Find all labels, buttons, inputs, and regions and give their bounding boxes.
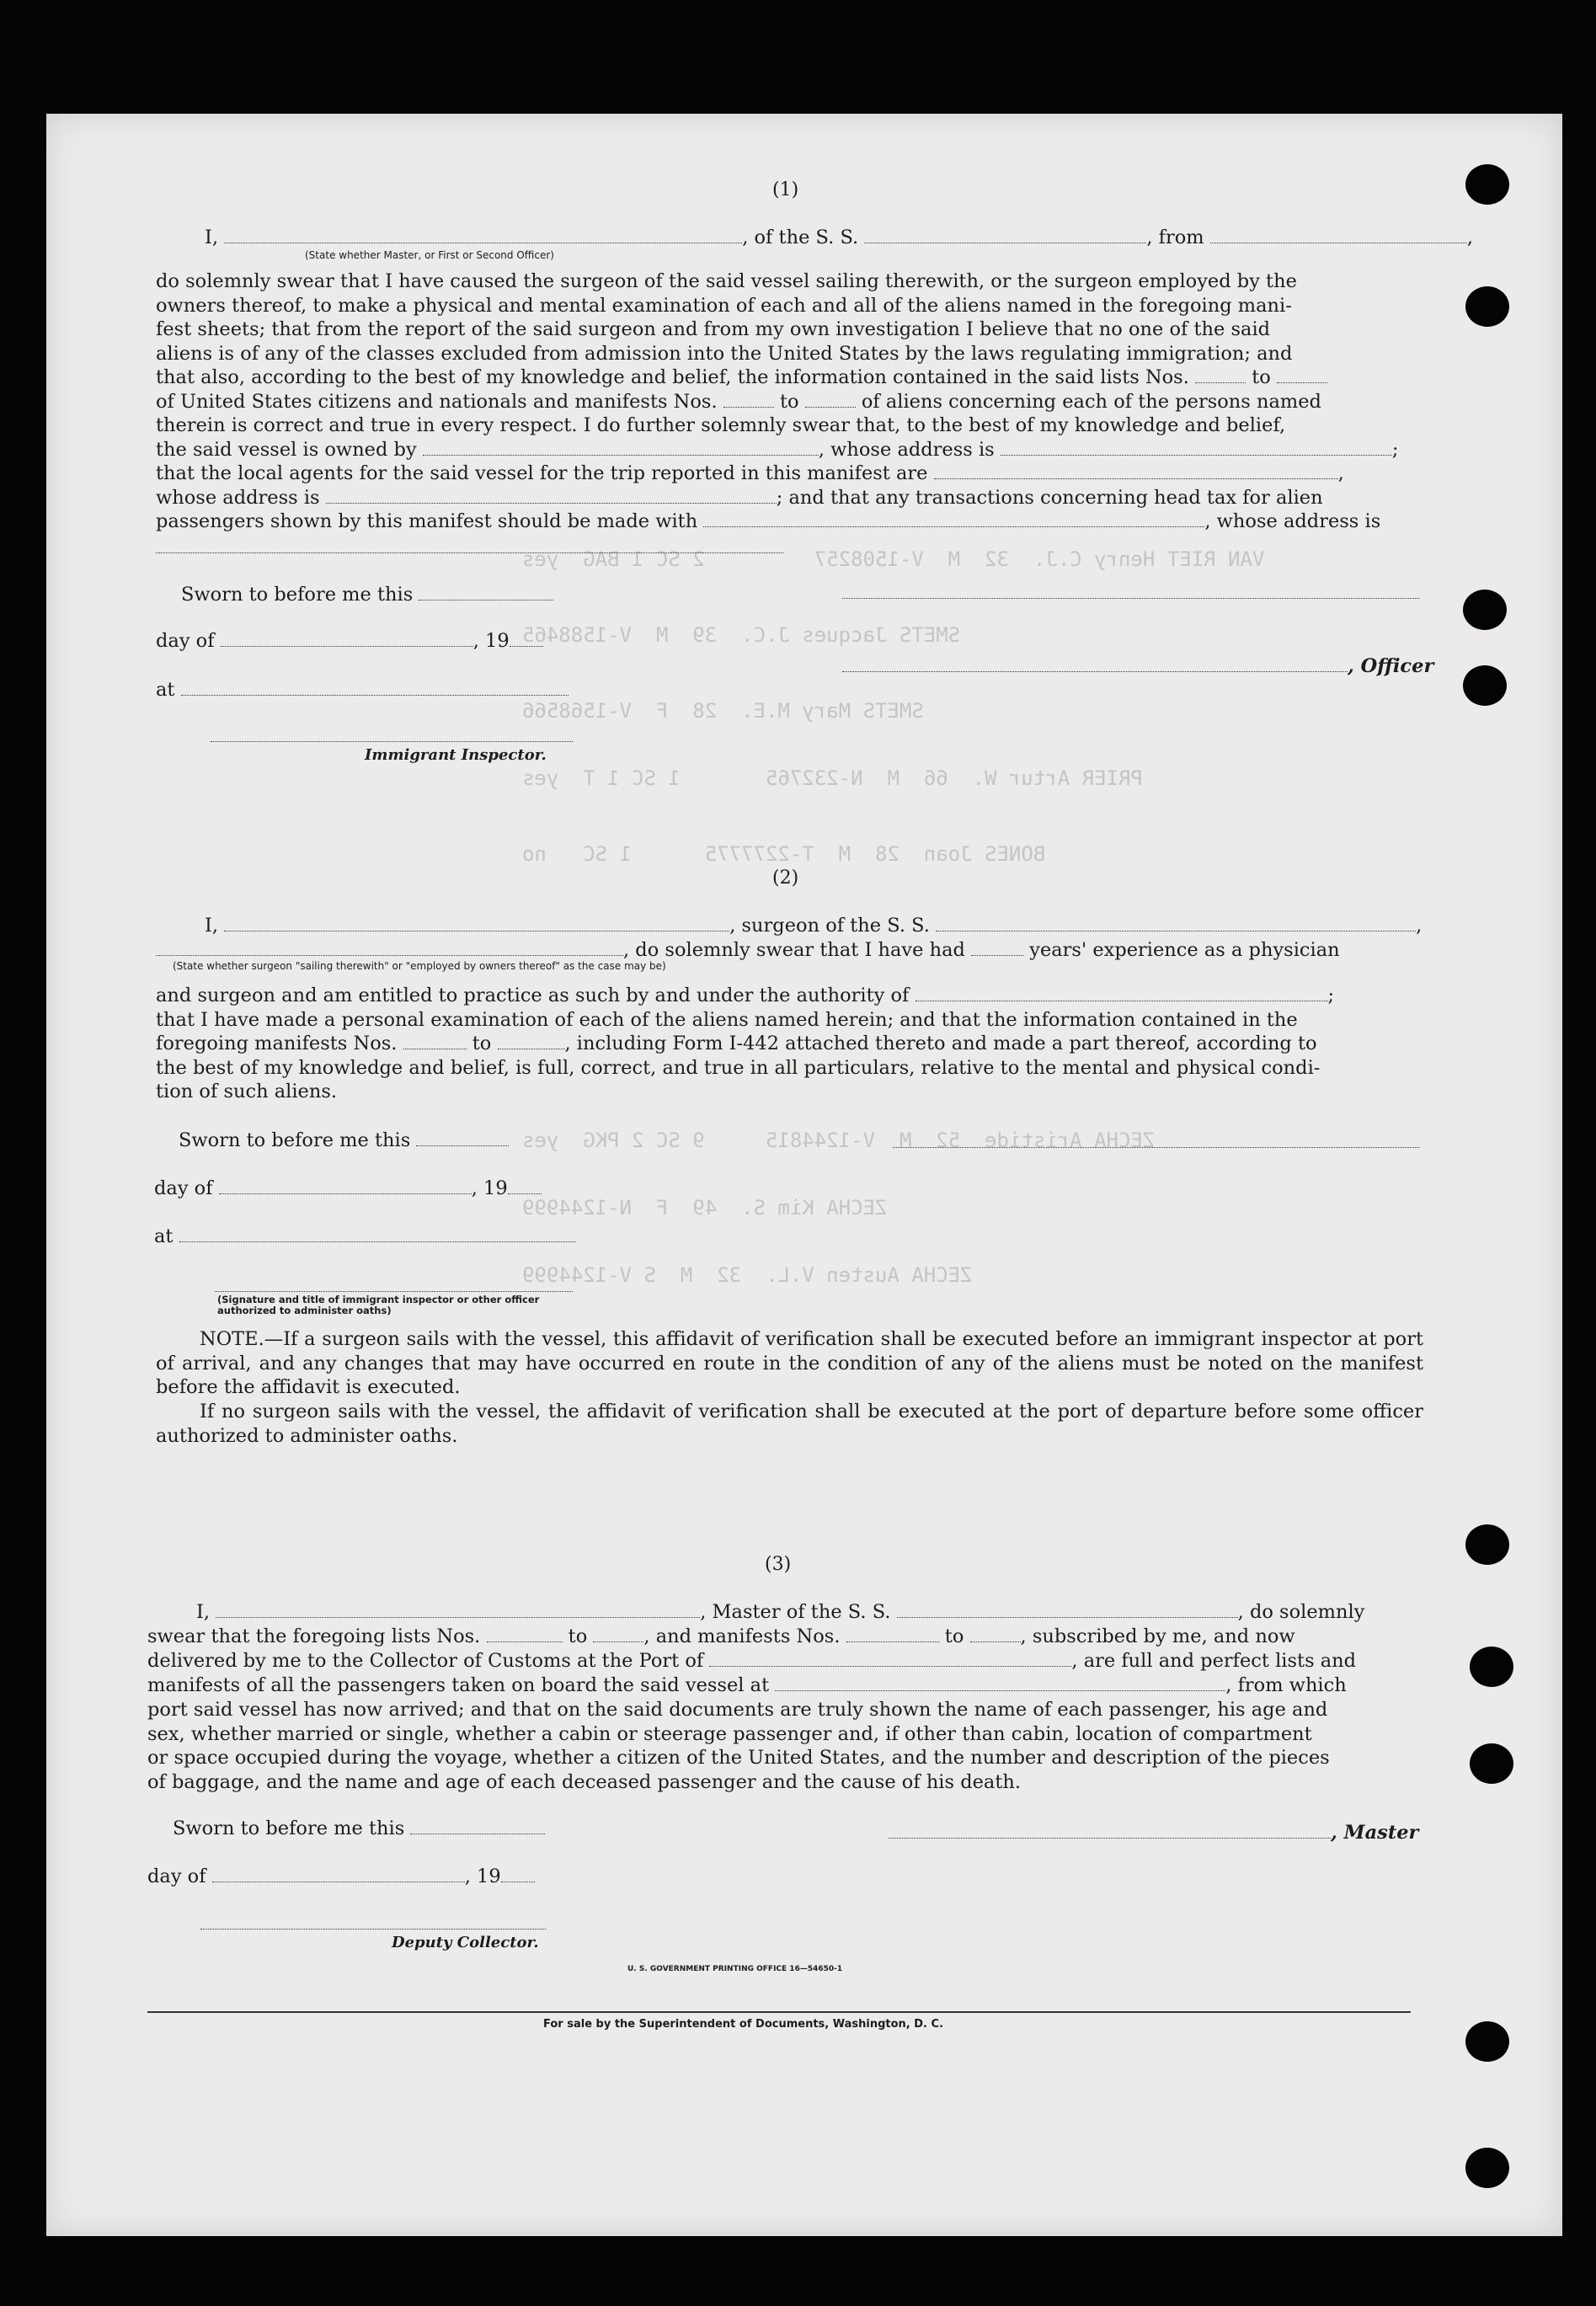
body-line [156, 390, 1423, 414]
body-line: the best of my knowledge and belief, is full, correct, and true in all particulars, relative to the mental and physical condi- [156, 1056, 1321, 1079]
section-3-sworn [173, 1817, 545, 1841]
sale-notice: For sale by the Superintendent of Documents, Washington, D. C. [543, 2018, 944, 2031]
body-line [156, 366, 1423, 390]
blank-field[interactable] [508, 1178, 542, 1194]
text: foregoing manifests Nos. [156, 1033, 398, 1054]
blank-field[interactable] [723, 392, 774, 408]
text: , whose address is [818, 438, 995, 461]
blank-field[interactable] [416, 1130, 509, 1146]
body-line: tion of such aliens. [156, 1081, 338, 1102]
section-1-sworn [181, 583, 553, 607]
blank-field[interactable] [971, 940, 1023, 956]
body-line: do solemnly swear that I have caused the surgeon of the said vessel sailing therewith, or the surgeon employed by the [156, 270, 1297, 292]
blank-field[interactable] [181, 680, 568, 696]
text: to [779, 390, 799, 413]
text: ; and that any transactions concerning head tax for alien [776, 486, 1323, 509]
text: , 19 [464, 1866, 501, 1887]
section-2-caption: (State whether surgeon "sailing therewith" or "employed by owners thereof" as the case may be) [173, 960, 666, 972]
text: I, [205, 227, 219, 248]
blank-field[interactable] [1210, 227, 1467, 243]
text: whose address is [156, 486, 320, 509]
section-3-line-2 [147, 1625, 1295, 1649]
body-line: fest sheets; that from the report of the said surgeon and from my own investigation I believe that no one of the said [156, 318, 1271, 340]
immigrant-inspector-label: Immigrant Inspector. [365, 746, 547, 764]
text: —If a surgeon sails with the vessel, this affidavit of verification shall be executed before an immigrant inspector at port of arrival, and any changes that may have occurred en route in the condition of any of the aliens must be noted on the manifest before the affidavit is executed. [156, 1328, 1423, 1398]
section-2-number: (2) [772, 867, 799, 889]
section-1-body [156, 270, 1423, 534]
bleed-through-text: ZECHA Austen V.L. 32 M S V-1244999 [522, 1263, 973, 1287]
section-1-officer [842, 654, 1433, 679]
text: day of [154, 1177, 213, 1199]
signature-line[interactable] [842, 656, 1348, 672]
bleed-through-text: PRIER Artur W. 66 M N-232765 1 SC 1 T yes [522, 766, 1143, 790]
section-1-number: (1) [772, 179, 799, 200]
punch-hole [1465, 2148, 1509, 2188]
body-line: that the local agents for the said vessel for the trip reported in this manifest are , [156, 462, 1344, 484]
text: , are full and perfect lists and [1071, 1650, 1357, 1672]
text: If no surgeon sails with the vessel, the affidavit of verification shall be executed at the port of departure before some officer authorized to administer oaths. [156, 1401, 1423, 1447]
text: , from [1146, 227, 1204, 248]
blank-field[interactable] [501, 1866, 535, 1882]
punch-hole [1465, 2021, 1509, 2062]
body-line [156, 510, 1423, 534]
bleed-through-text: SMETS Jacques J.C. 39 M V-1588465 [522, 623, 961, 647]
body-line: sex, whether married or single, whether a cabin or steerage passenger and, if other than cabin, location of compartment [147, 1722, 1312, 1745]
blank-field[interactable] [805, 392, 856, 408]
signature-line[interactable] [889, 1823, 1331, 1839]
text: , [1466, 227, 1473, 248]
body-line: aliens is of any of the classes excluded from admission into the United States by the laws regulating immigration; and [156, 342, 1293, 365]
body-line: that I have made a personal examination of each of the aliens named herein; and that the information contained in the [156, 1008, 1298, 1031]
text: that also, according to the best of my knowledge and belief, the information contained in the said lists Nos. [156, 366, 1189, 388]
blank-field[interactable] [410, 1818, 545, 1834]
body-line: or space occupied during the voyage, whether a citizen of the United States, and the number and description of the pieces [147, 1747, 1330, 1769]
text: , do solemnly [1237, 1601, 1365, 1623]
text: , of the S. S. [742, 227, 859, 248]
text: swear that the foregoing lists Nos. [147, 1625, 481, 1647]
blank-field[interactable] [970, 1626, 1021, 1642]
body-line: owners thereof, to make a physical and mental examination of each and all of the aliens named in the foregoing mani- [156, 294, 1292, 317]
blank-field[interactable] [487, 1626, 563, 1642]
body-line: therein is correct and true in every respect. I do further solemnly swear that, to the best of my knowledge and belief, [156, 414, 1286, 436]
text: of aliens concerning each of the persons named [861, 390, 1321, 413]
blank-field[interactable] [156, 552, 783, 553]
text: to [568, 1625, 588, 1647]
blank-field[interactable] [864, 227, 1146, 243]
surgeon-note [156, 1327, 1423, 1400]
blank-field[interactable] [224, 227, 742, 243]
text: , Master [1331, 1822, 1419, 1844]
text: , Officer [1348, 655, 1434, 677]
text: , 19 [471, 1177, 508, 1199]
text: , Master of the S. S. [700, 1601, 891, 1623]
blank-field[interactable] [212, 1866, 465, 1882]
punch-hole [1465, 164, 1509, 205]
text: to [472, 1033, 492, 1054]
section-3-master [889, 1821, 1418, 1845]
punch-hole [1465, 1524, 1509, 1565]
section-1-caption: (State whether Master, or First or Second Officer) [305, 249, 554, 261]
section-3-line-1 [196, 1600, 1364, 1625]
text: day of [147, 1866, 206, 1887]
text: , and manifests Nos. [643, 1625, 841, 1647]
section-2-line-2 [156, 938, 1340, 963]
blank-field[interactable] [423, 440, 819, 456]
text: and surgeon and am entitled to practice as such by and under the authority of [156, 985, 910, 1006]
text: , from which [1225, 1674, 1347, 1696]
blank-field[interactable] [510, 631, 543, 647]
signature-line[interactable] [893, 1147, 1419, 1148]
section-2-body [156, 984, 1423, 1104]
section-2-sworn [179, 1129, 509, 1153]
blank-field[interactable] [846, 1626, 939, 1642]
text: at [156, 679, 175, 701]
text: to [1252, 366, 1271, 388]
signature-line[interactable] [842, 598, 1419, 599]
section-2-line-1: I, , surgeon of the S. S. , [205, 915, 1423, 937]
blank-field[interactable] [709, 1651, 1071, 1667]
text: I, [196, 1601, 211, 1623]
blank-field[interactable] [419, 585, 553, 601]
text: years' experience as a physician [1029, 939, 1340, 961]
section-1-line-1 [205, 226, 1473, 250]
text: passengers shown by this manifest should be made with [156, 510, 698, 532]
punch-hole [1470, 1743, 1513, 1784]
bleed-through-text: SMETS Mary M.E. 28 F V-1568566 [522, 699, 924, 723]
text: , subscribed by me, and now [1020, 1625, 1295, 1647]
blank-field[interactable] [936, 915, 1416, 931]
section-3-line-3 [147, 1649, 1356, 1673]
bleed-through-text: VAN RIET Henry C.J. 32 M V-1508257 2 SC 1 BAG yes [522, 547, 1265, 571]
section-3-line-4 [147, 1673, 1347, 1698]
blank-field[interactable] [1001, 440, 1392, 456]
text: Sworn to before me this [173, 1818, 405, 1839]
text: delivered by me to the Collector of Customs at the Port of [147, 1650, 704, 1672]
section-3-day-of [147, 1865, 535, 1889]
text: the said vessel is owned by [156, 438, 417, 461]
body-line: port said vessel has now arrived; and that on the said documents are truly shown the name of each passenger, his age and [147, 1699, 1328, 1721]
body-line [156, 486, 1423, 510]
bleed-through-text: BONES Joan 28 M T-2277775 1 SC no [522, 842, 1046, 866]
blank-field[interactable] [224, 915, 729, 931]
text: Sworn to before me this [181, 584, 414, 606]
text: to [944, 1625, 964, 1647]
signature-line[interactable] [215, 1291, 573, 1292]
blank-field[interactable] [179, 1226, 575, 1242]
bleed-through-text: ZECHA Kim S. 49 F N-1244999 [522, 1196, 888, 1220]
text: , 19 [472, 630, 510, 652]
text: at [154, 1225, 173, 1247]
text: , surgeon of the S. S. [729, 915, 930, 937]
body-line: the said vessel is owned by , whose address is ; [156, 438, 1399, 461]
note-label: NOTE. [200, 1328, 264, 1350]
text: that the local agents for the said vessel for the trip reported in this manifest are [156, 462, 928, 484]
blank-field[interactable] [775, 1675, 1225, 1691]
blank-field[interactable] [403, 1033, 467, 1049]
blank-field[interactable] [219, 1178, 472, 1194]
body-line: of baggage, and the name and age of each deceased passenger and the cause of his death. [147, 1770, 1022, 1793]
punch-hole [1463, 665, 1507, 706]
gpo-imprint: U. S. GOVERNMENT PRINTING OFFICE 16—54650-1 [627, 1965, 843, 1973]
punch-hole [1463, 590, 1507, 630]
section-1-at [156, 678, 568, 702]
text: , whose address is [1204, 510, 1381, 532]
footer-rule [147, 2011, 1411, 2013]
text: day of [156, 630, 215, 652]
section-1-day-of [156, 629, 543, 654]
blank-field[interactable] [221, 631, 473, 647]
text: (Signature and title of immigrant inspector or other officer authorized to administer oaths) [217, 1294, 540, 1316]
body-line: and surgeon and am entitled to practice as such by and under the authority of ; [156, 985, 1335, 1006]
punch-hole [1470, 1647, 1513, 1687]
blank-field[interactable] [1195, 367, 1246, 383]
body-line [156, 1032, 1423, 1056]
text: of United States citizens and nationals and manifests Nos. [156, 390, 718, 413]
section-2-day-of [154, 1177, 542, 1201]
text: , do solemnly swear that I have had [623, 939, 965, 961]
blank-field[interactable] [326, 488, 777, 504]
blank-field[interactable] [915, 985, 1328, 1001]
deputy-collector-label: Deputy Collector. [392, 1934, 539, 1951]
section-3-body [147, 1698, 1419, 1794]
blank-field[interactable] [703, 511, 1204, 527]
text: , including Form I-442 attached thereto and made a part thereof, according to [564, 1033, 1317, 1054]
blank-field[interactable] [897, 1602, 1238, 1618]
section-2-at [154, 1225, 575, 1249]
blank-field[interactable] [593, 1626, 643, 1642]
bleed-through-text: ZECHA Aristide 52 M V-1244815 9 SC 2 PKG yes [522, 1129, 1156, 1152]
text: Sworn to before me this [179, 1129, 411, 1151]
signature-line[interactable] [211, 741, 573, 742]
blank-field[interactable] [1277, 367, 1327, 383]
surgeon-note-2 [156, 1400, 1423, 1448]
section-3-number: (3) [765, 1554, 792, 1575]
blank-field[interactable] [156, 940, 623, 956]
signature-line[interactable] [200, 1929, 546, 1930]
blank-field[interactable] [216, 1602, 700, 1618]
blank-field[interactable] [934, 463, 1338, 479]
signature-caption [217, 1294, 571, 1316]
blank-field[interactable] [498, 1033, 565, 1049]
punch-hole [1465, 286, 1509, 327]
text: I, [205, 915, 219, 937]
text: manifests of all the passengers taken on board the said vessel at [147, 1674, 770, 1696]
